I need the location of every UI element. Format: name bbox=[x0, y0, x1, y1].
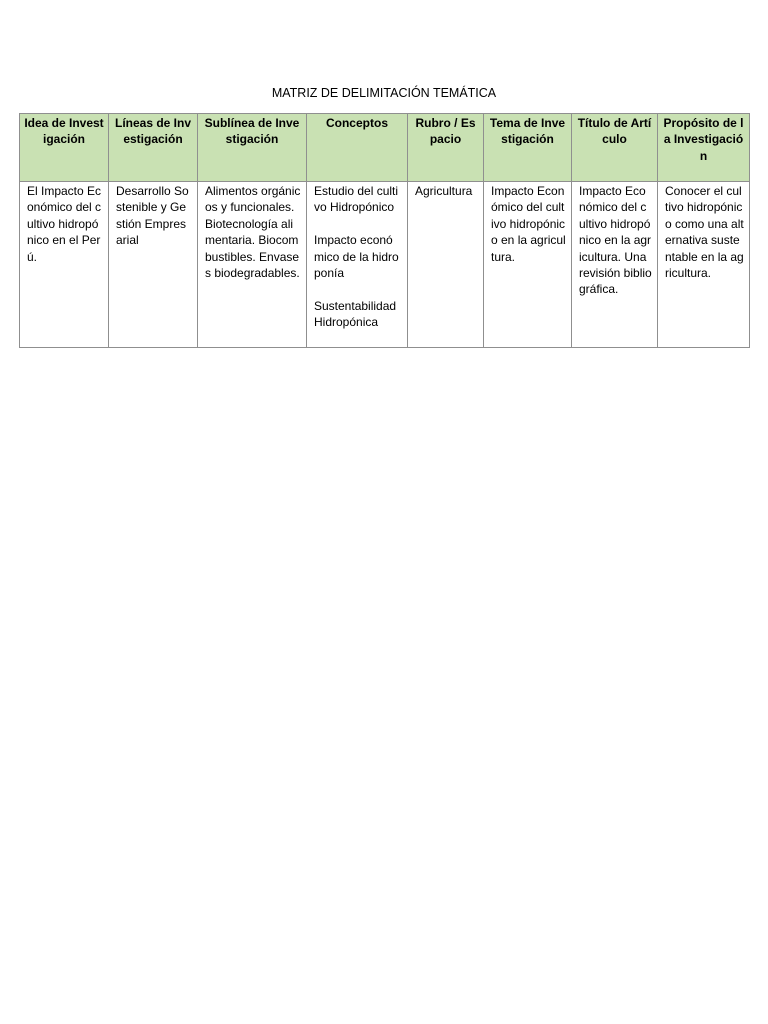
cell-idea: El Impacto Económico del cultivo hidropónico en el Perú. bbox=[20, 182, 109, 348]
cell-proposito: Conocer el cultivo hidropónico como una alternativa sustentable en la agricultura. bbox=[658, 182, 750, 348]
header-titulo: Título de Artículo bbox=[572, 114, 658, 182]
cell-sublinea: Alimentos orgánicos y funcionales. Biotecnología alimentaria. Biocombustibles. Envases biodegradables. bbox=[198, 182, 307, 348]
cell-lineas: Desarrollo Sostenible y Gestión Empresarial bbox=[109, 182, 198, 348]
header-proposito: Propósito de la Investigación bbox=[658, 114, 750, 182]
concept-item: Sustentabilidad Hidropónica bbox=[314, 298, 397, 330]
header-lineas: Líneas de Investigación bbox=[109, 114, 198, 182]
header-conceptos: Conceptos bbox=[307, 114, 408, 182]
cell-conceptos bbox=[307, 182, 408, 348]
header-idea: Idea de Investigación bbox=[20, 114, 109, 182]
cell-titulo: Impacto Económico del cultivo hidropónico en la agricultura. Una revisión bibliográfica. bbox=[572, 182, 658, 348]
concept-item: Impacto económico de la hidroponía bbox=[314, 233, 399, 281]
header-rubro: Rubro / Espacio bbox=[408, 114, 484, 182]
document-title: MATRIZ DE DELIMITACIÓN TEMÁTICA bbox=[271, 86, 497, 100]
header-sublinea: Sublínea de Investigación bbox=[198, 114, 307, 182]
header-row bbox=[20, 114, 750, 182]
table-row bbox=[20, 182, 750, 348]
cell-rubro: Agricultura bbox=[408, 182, 484, 348]
cell-tema: Impacto Económico del cultivo hidropónico en la agricultura. bbox=[484, 182, 572, 348]
concept-item: Estudio del cultivo Hidropónico bbox=[314, 184, 399, 215]
delimitation-matrix-table bbox=[19, 113, 750, 348]
header-tema: Tema de Investigación bbox=[484, 114, 572, 182]
